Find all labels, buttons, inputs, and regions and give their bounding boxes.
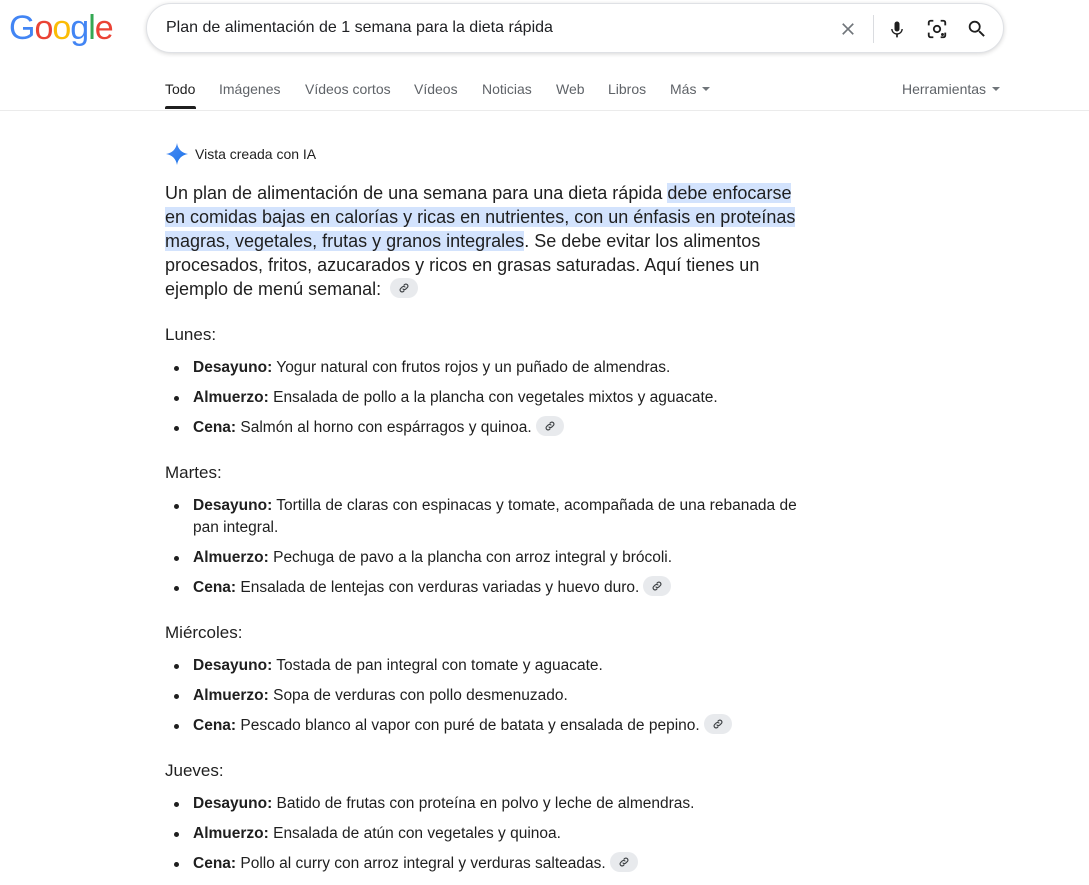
list-item [165,685,805,707]
day-heading: Lunes: [165,325,217,344]
tab-videos[interactable]: Vídeos [414,81,458,97]
day-heading: Martes: [165,463,222,482]
meal-text: Yogur natural con frutos rojos y un puñado de almendras. [272,359,671,376]
tab-noticias[interactable]: Noticias [482,81,532,97]
meal-label: Almuerzo: [193,825,269,842]
list-item [165,495,805,539]
list-item [165,577,805,599]
tools-button[interactable] [902,81,1000,97]
meal-text: Tostada de pan integral con tomate y aguacate. [272,657,603,674]
meal-label: Cena: [193,717,237,734]
meal-label: Desayuno: [193,657,273,674]
microphone-icon[interactable] [885,17,909,41]
logo-letter: g [70,9,89,47]
search-divider [873,15,874,43]
meal-label: Cena: [193,855,237,872]
intro-highlight: debe enfocarse en comidas bajas en calorías y ricas en nutrientes, con un énfasis en proteínas magras, vegetales, frutas y granos integrales [165,183,796,251]
intro-text: Un plan de alimentación de una semana para una dieta rápida [165,183,668,203]
tab-libros[interactable]: Libros [608,81,647,97]
clear-icon[interactable] [836,17,860,41]
chevron-down-icon [702,87,710,91]
search-input[interactable]: Plan de alimentación de 1 semana para la dieta rápida [166,19,553,36]
google-logo[interactable] [9,11,113,45]
source-link-button[interactable] [643,576,671,596]
tab-mas-label: Más [670,81,697,97]
link-icon [544,420,556,432]
meal-label: Almuerzo: [193,549,269,566]
list-item [165,417,805,439]
meal-label: Cena: [193,419,237,436]
day-heading: Jueves: [165,761,224,780]
meal-text: Ensalada de pollo a la plancha con vegetales mixtos y aguacate. [268,389,718,406]
tab-todo[interactable]: Todo [165,81,196,97]
link-icon [618,856,630,868]
meal-list [165,357,805,447]
link-icon [651,580,663,592]
meal-text: Pechuga de pavo a la plancha con arroz integral y brócoli. [268,549,673,566]
tab-imagenes[interactable]: Imágenes [219,81,281,97]
search-icon[interactable] [965,17,989,41]
list-item [165,655,805,677]
chevron-down-icon [992,87,1000,91]
link-icon [398,282,410,294]
link-icon [712,718,724,730]
meal-text: Ensalada de lentejas con verduras variadas y huevo duro. [236,579,640,596]
list-item [165,793,805,815]
logo-letter: e [94,9,113,47]
logo-letter: o [52,9,71,47]
meal-text: Ensalada de atún con vegetales y quinoa. [268,825,561,842]
day-heading: Miércoles: [165,623,243,642]
tab-mas[interactable] [670,81,710,97]
logo-letter: o [34,9,53,47]
ai-overview-label: Vista creada con IA [195,146,317,162]
meal-list [165,495,805,607]
tab-web[interactable]: Web [556,81,585,97]
meal-label: Almuerzo: [193,687,269,704]
source-link-button[interactable] [610,852,638,872]
ai-overview-intro [165,181,805,301]
active-tab-indicator [165,106,196,109]
logo-letter: l [88,9,95,47]
sparkle-icon [165,142,189,166]
list-item [165,357,805,379]
tools-label: Herramientas [902,81,987,97]
meal-label: Desayuno: [193,795,273,812]
meal-text: Tortilla de claras con espinacas y tomate, acompañada de una rebanada de pan integral. [193,497,797,536]
lens-icon[interactable] [925,17,949,41]
source-link-button[interactable] [704,714,732,734]
source-link-button[interactable] [536,416,564,436]
list-item [165,547,805,569]
meal-list [165,655,805,745]
meal-label: Cena: [193,579,237,596]
tab-videos-cortos[interactable]: Vídeos cortos [305,81,391,97]
source-link-button[interactable] [390,278,418,298]
meal-list [165,793,805,883]
list-item [165,715,805,737]
list-item [165,823,805,845]
meal-label: Almuerzo: [193,389,269,406]
meal-label: Desayuno: [193,497,273,514]
search-tabs [0,66,1089,111]
meal-text: Sopa de verduras con pollo desmenuzado. [268,687,568,704]
meal-label: Desayuno: [193,359,273,376]
list-item [165,853,805,875]
meal-text: Salmón al horno con espárragos y quinoa. [236,419,532,436]
intro-text: . Se debe evitar los alimentos procesados, fritos, azucarados y ricos en grasas saturadas. Aquí tienes un ejemplo de menú semanal: [165,231,761,299]
meal-text: Pescado blanco al vapor con puré de batata y ensalada de pepino. [236,717,700,734]
meal-text: Pollo al curry con arroz integral y verduras salteadas. [236,855,606,872]
meal-text: Batido de frutas con proteína en polvo y leche de almendras. [272,795,695,812]
list-item [165,387,805,409]
logo-letter: G [9,9,35,47]
search-box[interactable] [146,3,1004,53]
